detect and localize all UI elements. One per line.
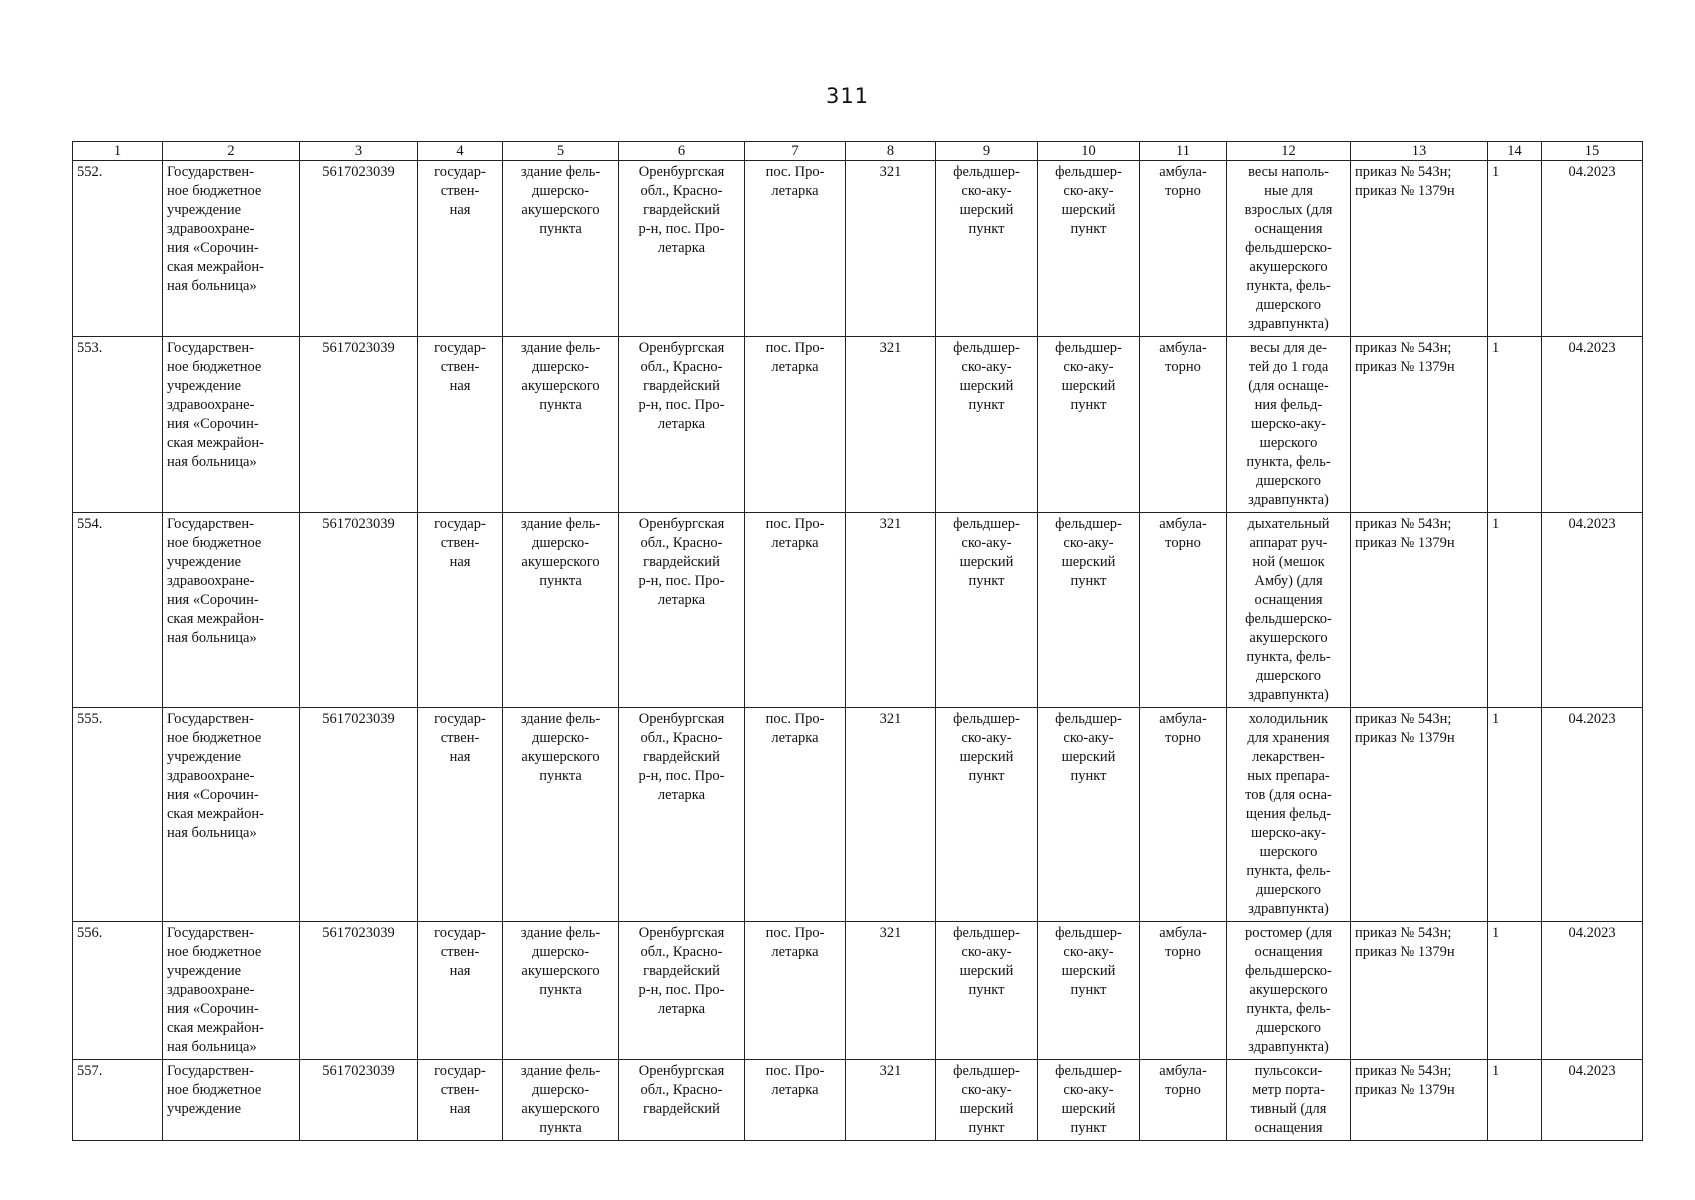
- column-header-14: 14: [1488, 142, 1542, 161]
- cell-building: здание фель- дшерско- акушерского пункта: [503, 708, 619, 922]
- column-header-4: 4: [418, 142, 503, 161]
- cell-unit-type: фельдшер- ско-аку- шерский пункт: [936, 1060, 1038, 1141]
- cell-inn: 5617023039: [300, 337, 418, 513]
- cell-settlement: пос. Про- летарка: [745, 337, 846, 513]
- cell-orders: приказ № 543н; приказ № 1379н: [1351, 337, 1488, 513]
- equipment-table-container: [72, 141, 1642, 1141]
- cell-date: 04.2023: [1542, 1060, 1643, 1141]
- cell-inn: 5617023039: [300, 161, 418, 337]
- cell-inn: 5617023039: [300, 513, 418, 708]
- cell-number: 556.: [73, 922, 163, 1060]
- cell-address: Оренбургская обл., Красно- гвардейский р-н, пос. Про- летарка: [619, 922, 745, 1060]
- cell-equipment: весы для де- тей до 1 года (для оснаще- ния фельд- шерско-аку- шерского пункта, фель- дшерского здравпункта): [1227, 337, 1351, 513]
- cell-orders: приказ № 543н; приказ № 1379н: [1351, 1060, 1488, 1141]
- cell-unit-name: фельдшер- ско-аку- шерский пункт: [1038, 708, 1140, 922]
- cell-unit-name: фельдшер- ско-аку- шерский пункт: [1038, 922, 1140, 1060]
- cell-inn: 5617023039: [300, 708, 418, 922]
- column-header-15: 15: [1542, 142, 1643, 161]
- cell-ownership: государ- ствен- ная: [418, 1060, 503, 1141]
- cell-code: 321: [846, 708, 936, 922]
- cell-orders: приказ № 543н; приказ № 1379н: [1351, 708, 1488, 922]
- cell-unit-type: фельдшер- ско-аку- шерский пункт: [936, 337, 1038, 513]
- cell-inn: 5617023039: [300, 922, 418, 1060]
- cell-number: 552.: [73, 161, 163, 337]
- cell-organization: Государствен- ное бюджетное учреждение здравоохране- ния «Сорочин- ская межрайон- ная больница»: [163, 161, 300, 337]
- cell-building: здание фель- дшерско- акушерского пункта: [503, 922, 619, 1060]
- cell-ownership: государ- ствен- ная: [418, 922, 503, 1060]
- cell-unit-name: фельдшер- ско-аку- шерский пункт: [1038, 1060, 1140, 1141]
- cell-number: 555.: [73, 708, 163, 922]
- cell-unit-type: фельдшер- ско-аку- шерский пункт: [936, 708, 1038, 922]
- table-row: [73, 161, 1643, 337]
- cell-number: 554.: [73, 513, 163, 708]
- cell-settlement: пос. Про- летарка: [745, 708, 846, 922]
- page-number: 311: [825, 84, 870, 108]
- cell-address: Оренбургская обл., Красно- гвардейский р-н, пос. Про- летарка: [619, 513, 745, 708]
- cell-organization: Государствен- ное бюджетное учреждение: [163, 1060, 300, 1141]
- cell-organization: Государствен- ное бюджетное учреждение здравоохране- ния «Сорочин- ская межрайон- ная больница»: [163, 513, 300, 708]
- cell-care-form: амбула- торно: [1140, 161, 1227, 337]
- cell-settlement: пос. Про- летарка: [745, 161, 846, 337]
- cell-date: 04.2023: [1542, 513, 1643, 708]
- column-header-12: 12: [1227, 142, 1351, 161]
- cell-unit-type: фельдшер- ско-аку- шерский пункт: [936, 922, 1038, 1060]
- cell-address: Оренбургская обл., Красно- гвардейский р-н, пос. Про- летарка: [619, 337, 745, 513]
- table-row: [73, 922, 1643, 1060]
- cell-quantity: 1: [1488, 708, 1542, 922]
- column-header-2: 2: [163, 142, 300, 161]
- cell-unit-name: фельдшер- ско-аку- шерский пункт: [1038, 513, 1140, 708]
- cell-building: здание фель- дшерско- акушерского пункта: [503, 513, 619, 708]
- cell-care-form: амбула- торно: [1140, 337, 1227, 513]
- cell-quantity: 1: [1488, 513, 1542, 708]
- cell-equipment: пульсокси- метр порта- тивный (для оснащения: [1227, 1060, 1351, 1141]
- table-row: [73, 337, 1643, 513]
- cell-code: 321: [846, 513, 936, 708]
- table-row: [73, 708, 1643, 922]
- cell-address: Оренбургская обл., Красно- гвардейский р-н, пос. Про- летарка: [619, 161, 745, 337]
- cell-building: здание фель- дшерско- акушерского пункта: [503, 1060, 619, 1141]
- cell-inn: 5617023039: [300, 1060, 418, 1141]
- cell-date: 04.2023: [1542, 922, 1643, 1060]
- cell-ownership: государ- ствен- ная: [418, 513, 503, 708]
- cell-care-form: амбула- торно: [1140, 1060, 1227, 1141]
- cell-unit-name: фельдшер- ско-аку- шерский пункт: [1038, 161, 1140, 337]
- column-header-1: 1: [73, 142, 163, 161]
- cell-unit-type: фельдшер- ско-аку- шерский пункт: [936, 513, 1038, 708]
- cell-code: 321: [846, 922, 936, 1060]
- cell-ownership: государ- ствен- ная: [418, 708, 503, 922]
- equipment-table: [72, 141, 1643, 1141]
- column-header-5: 5: [503, 142, 619, 161]
- cell-address: Оренбургская обл., Красно- гвардейский: [619, 1060, 745, 1141]
- cell-equipment: дыхательный аппарат руч- ной (мешок Амбу) (для оснащения фельдшерско- акушерского пункта, фель- дшерского здравпункта): [1227, 513, 1351, 708]
- cell-unit-type: фельдшер- ско-аку- шерский пункт: [936, 161, 1038, 337]
- cell-organization: Государствен- ное бюджетное учреждение здравоохране- ния «Сорочин- ская межрайон- ная больница»: [163, 922, 300, 1060]
- cell-quantity: 1: [1488, 922, 1542, 1060]
- cell-address: Оренбургская обл., Красно- гвардейский р-н, пос. Про- летарка: [619, 708, 745, 922]
- cell-date: 04.2023: [1542, 161, 1643, 337]
- cell-ownership: государ- ствен- ная: [418, 161, 503, 337]
- cell-organization: Государствен- ное бюджетное учреждение здравоохране- ния «Сорочин- ская межрайон- ная больница»: [163, 337, 300, 513]
- cell-code: 321: [846, 337, 936, 513]
- cell-equipment: ростомер (для оснащения фельдшерско- акушерского пункта, фель- дшерского здравпункта): [1227, 922, 1351, 1060]
- cell-number: 553.: [73, 337, 163, 513]
- cell-unit-name: фельдшер- ско-аку- шерский пункт: [1038, 337, 1140, 513]
- cell-equipment: весы наполь- ные для взрослых (для оснащения фельдшерско- акушерского пункта, фель- дшерского здравпункта): [1227, 161, 1351, 337]
- header-row: [73, 142, 1643, 161]
- cell-care-form: амбула- торно: [1140, 708, 1227, 922]
- cell-quantity: 1: [1488, 1060, 1542, 1141]
- cell-orders: приказ № 543н; приказ № 1379н: [1351, 922, 1488, 1060]
- cell-ownership: государ- ствен- ная: [418, 337, 503, 513]
- column-header-6: 6: [619, 142, 745, 161]
- cell-quantity: 1: [1488, 337, 1542, 513]
- cell-number: 557.: [73, 1060, 163, 1141]
- cell-building: здание фель- дшерско- акушерского пункта: [503, 161, 619, 337]
- cell-equipment: холодильник для хранения лекарствен- ных препара- тов (для осна- щения фельд- шерско-аку- шерского пункта, фель- дшерского здравпункта): [1227, 708, 1351, 922]
- table-row: [73, 513, 1643, 708]
- cell-building: здание фель- дшерско- акушерского пункта: [503, 337, 619, 513]
- cell-quantity: 1: [1488, 161, 1542, 337]
- column-header-9: 9: [936, 142, 1038, 161]
- table-row: [73, 1060, 1643, 1141]
- cell-code: 321: [846, 161, 936, 337]
- cell-care-form: амбула- торно: [1140, 513, 1227, 708]
- cell-settlement: пос. Про- летарка: [745, 513, 846, 708]
- cell-date: 04.2023: [1542, 708, 1643, 922]
- cell-settlement: пос. Про- летарка: [745, 922, 846, 1060]
- column-header-10: 10: [1038, 142, 1140, 161]
- cell-settlement: пос. Про- летарка: [745, 1060, 846, 1141]
- cell-organization: Государствен- ное бюджетное учреждение здравоохране- ния «Сорочин- ская межрайон- ная больница»: [163, 708, 300, 922]
- column-header-13: 13: [1351, 142, 1488, 161]
- column-header-7: 7: [745, 142, 846, 161]
- cell-orders: приказ № 543н; приказ № 1379н: [1351, 513, 1488, 708]
- cell-care-form: амбула- торно: [1140, 922, 1227, 1060]
- column-header-8: 8: [846, 142, 936, 161]
- cell-date: 04.2023: [1542, 337, 1643, 513]
- column-header-3: 3: [300, 142, 418, 161]
- cell-orders: приказ № 543н; приказ № 1379н: [1351, 161, 1488, 337]
- cell-code: 321: [846, 1060, 936, 1141]
- column-header-11: 11: [1140, 142, 1227, 161]
